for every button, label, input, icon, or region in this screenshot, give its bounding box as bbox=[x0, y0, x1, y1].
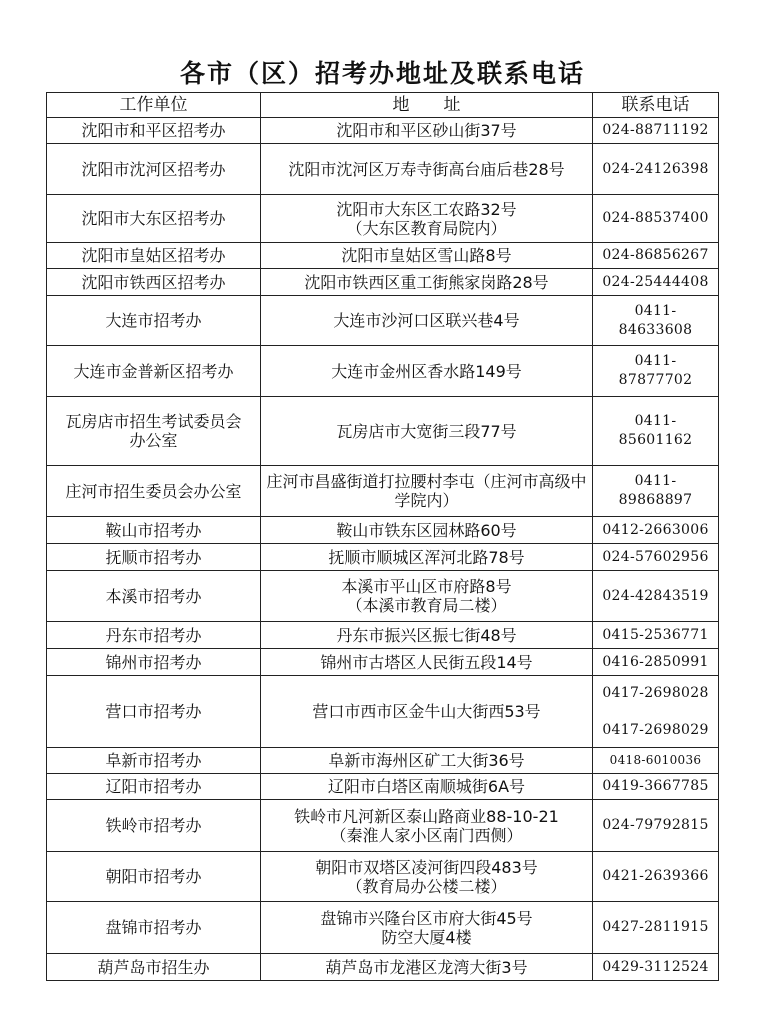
phone-cell: 024-42843519 bbox=[593, 571, 719, 622]
unit-line-2: 办公室 bbox=[129, 431, 178, 450]
page-title: 各市（区）招考办地址及联系电话 bbox=[179, 59, 585, 88]
address-line: 本溪市平山区市府路8号 bbox=[341, 577, 512, 596]
unit-cell: 葫芦岛市招生办 bbox=[47, 954, 261, 981]
unit-cell: 沈阳市和平区招考办 bbox=[47, 118, 261, 144]
unit-cell: 朝阳市招考办 bbox=[47, 852, 261, 902]
address-line: 朝阳市双塔区凌河街四段483号 bbox=[315, 857, 538, 877]
address-cell: 沈阳市皇姑区雪山路8号 bbox=[261, 243, 593, 269]
address-cell: 沈阳市和平区砂山街37号 bbox=[261, 118, 593, 144]
phone-cell: 024-24126398 bbox=[593, 144, 719, 195]
address-cell: 抚顺市顺城区浑河北路78号 bbox=[261, 544, 593, 571]
unit-cell: 本溪市招考办 bbox=[47, 571, 261, 622]
table-row bbox=[47, 466, 719, 517]
address-cell: 大连市沙河口区联兴巷4号 bbox=[261, 296, 593, 346]
table-row bbox=[47, 852, 719, 902]
phone-cell bbox=[593, 466, 719, 517]
phone-line: 0411- bbox=[634, 353, 677, 369]
phone-cell: 024-57602956 bbox=[593, 544, 719, 571]
unit-cell: 阜新市招考办 bbox=[47, 748, 261, 774]
phone-cell: 0412-2663006 bbox=[593, 517, 719, 544]
address-line-2: 防空大厦4楼 bbox=[381, 927, 472, 947]
address-line: 沈阳市大东区工农路32号 bbox=[336, 199, 517, 219]
phone-line-2: 87877702 bbox=[618, 372, 693, 388]
phone-cell: 0418-6010036 bbox=[593, 748, 719, 774]
address-cell bbox=[261, 852, 593, 902]
address-cell: 葫芦岛市龙港区龙湾大街3号 bbox=[261, 954, 593, 981]
phone-cell: 024-79792815 bbox=[593, 800, 719, 852]
phone-cell: 0419-3667785 bbox=[593, 774, 719, 800]
unit-cell: 营口市招考办 bbox=[47, 676, 261, 748]
table-row bbox=[47, 269, 719, 296]
address-cell: 丹东市振兴区振七街48号 bbox=[261, 622, 593, 649]
unit-cell: 锦州市招考办 bbox=[47, 649, 261, 676]
phone-cell bbox=[593, 346, 719, 397]
table-row bbox=[47, 676, 719, 748]
address-cell: 辽阳市白塔区南顺城街6A号 bbox=[261, 774, 593, 800]
address-line-2: （本溪市教育局二楼） bbox=[346, 596, 507, 615]
phone-cell: 0416-2850991 bbox=[593, 649, 719, 676]
table-row bbox=[47, 397, 719, 466]
phone-cell: 0421-2639366 bbox=[593, 852, 719, 902]
phone-cell: 024-88537400 bbox=[593, 195, 719, 243]
address-cell: 沈阳市铁西区重工街熊家岗路28号 bbox=[261, 269, 593, 296]
table-header-row bbox=[47, 93, 719, 118]
address-cell: 沈阳市沈河区万寿寺街高台庙后巷28号 bbox=[261, 144, 593, 195]
address-line-2: （大东区教育局院内） bbox=[346, 218, 507, 238]
unit-cell: 沈阳市大东区招考办 bbox=[47, 195, 261, 243]
phone-line: 0411- bbox=[634, 413, 677, 429]
unit-cell: 丹东市招考办 bbox=[47, 622, 261, 649]
header-phone: 联系电话 bbox=[593, 93, 719, 118]
phone-line: 0411- bbox=[634, 302, 677, 319]
unit-cell bbox=[47, 397, 261, 466]
address-cell: 庄河市昌盛街道打拉腰村李屯（庄河市高级中学院内） bbox=[261, 466, 593, 517]
unit-cell: 沈阳市沈河区招考办 bbox=[47, 144, 261, 195]
phone-cell: 024-88711192 bbox=[593, 118, 719, 144]
table-row bbox=[47, 144, 719, 195]
phone-cell bbox=[593, 676, 719, 748]
phone-line: 0411- bbox=[634, 473, 677, 489]
table-row bbox=[47, 800, 719, 852]
unit-cell: 沈阳市铁西区招考办 bbox=[47, 269, 261, 296]
address-line-2: （教育局办公楼二楼） bbox=[346, 876, 507, 896]
table-row bbox=[47, 571, 719, 622]
phone-line-2: 0417-2698029 bbox=[602, 721, 709, 738]
phone-line: 0417-2698028 bbox=[602, 684, 709, 701]
header-unit: 工作单位 bbox=[47, 93, 261, 118]
phone-line-2: 89868897 bbox=[618, 492, 693, 508]
table-row bbox=[47, 544, 719, 571]
phone-cell: 0415-2536771 bbox=[593, 622, 719, 649]
phone-cell: 0429-3112524 bbox=[593, 954, 719, 981]
unit-cell: 抚顺市招考办 bbox=[47, 544, 261, 571]
unit-cell: 盘锦市招考办 bbox=[47, 902, 261, 954]
address-cell: 瓦房店市大宽街三段77号 bbox=[261, 397, 593, 466]
address-cell bbox=[261, 195, 593, 243]
table-row bbox=[47, 243, 719, 269]
header-address: 地 址 bbox=[261, 93, 593, 118]
phone-line-2: 85601162 bbox=[618, 432, 693, 448]
table-row bbox=[47, 517, 719, 544]
address-line: 铁岭市凡河新区泰山路商业88-10-21 bbox=[294, 806, 559, 826]
phone-cell: 024-25444408 bbox=[593, 269, 719, 296]
table-row bbox=[47, 622, 719, 649]
unit-cell: 庄河市招生委员会办公室 bbox=[47, 466, 261, 517]
unit-line: 瓦房店市招生考试委员会 bbox=[65, 412, 242, 431]
phone-cell: 0427-2811915 bbox=[593, 902, 719, 954]
unit-cell: 大连市金普新区招考办 bbox=[47, 346, 261, 397]
address-line-2: （秦淮人家小区南门西侧） bbox=[330, 825, 523, 845]
unit-cell: 鞍山市招考办 bbox=[47, 517, 261, 544]
address-cell: 阜新市海州区矿工大街36号 bbox=[261, 748, 593, 774]
table-row bbox=[47, 296, 719, 346]
address-cell: 锦州市古塔区人民街五段14号 bbox=[261, 649, 593, 676]
table-row bbox=[47, 774, 719, 800]
phone-cell: 024-86856267 bbox=[593, 243, 719, 269]
table-row bbox=[47, 346, 719, 397]
table-row bbox=[47, 649, 719, 676]
address-cell bbox=[261, 902, 593, 954]
address-cell: 鞍山市铁东区园林路60号 bbox=[261, 517, 593, 544]
address-cell bbox=[261, 800, 593, 852]
unit-cell: 辽阳市招考办 bbox=[47, 774, 261, 800]
address-cell: 大连市金州区香水路149号 bbox=[261, 346, 593, 397]
address-line: 盘锦市兴隆台区市府大街45号 bbox=[320, 908, 533, 928]
table-row bbox=[47, 902, 719, 954]
phone-cell bbox=[593, 296, 719, 346]
address-cell: 营口市西市区金牛山大街西53号 bbox=[261, 676, 593, 748]
address-cell bbox=[261, 571, 593, 622]
table-row bbox=[47, 118, 719, 144]
table-row bbox=[47, 748, 719, 774]
table-row bbox=[47, 195, 719, 243]
phone-cell bbox=[593, 397, 719, 466]
unit-cell: 铁岭市招考办 bbox=[47, 800, 261, 852]
table-row bbox=[47, 954, 719, 981]
unit-cell: 沈阳市皇姑区招考办 bbox=[47, 243, 261, 269]
unit-cell: 大连市招考办 bbox=[47, 296, 261, 346]
phone-line-2: 84633608 bbox=[618, 321, 693, 338]
contacts-table bbox=[46, 92, 719, 981]
